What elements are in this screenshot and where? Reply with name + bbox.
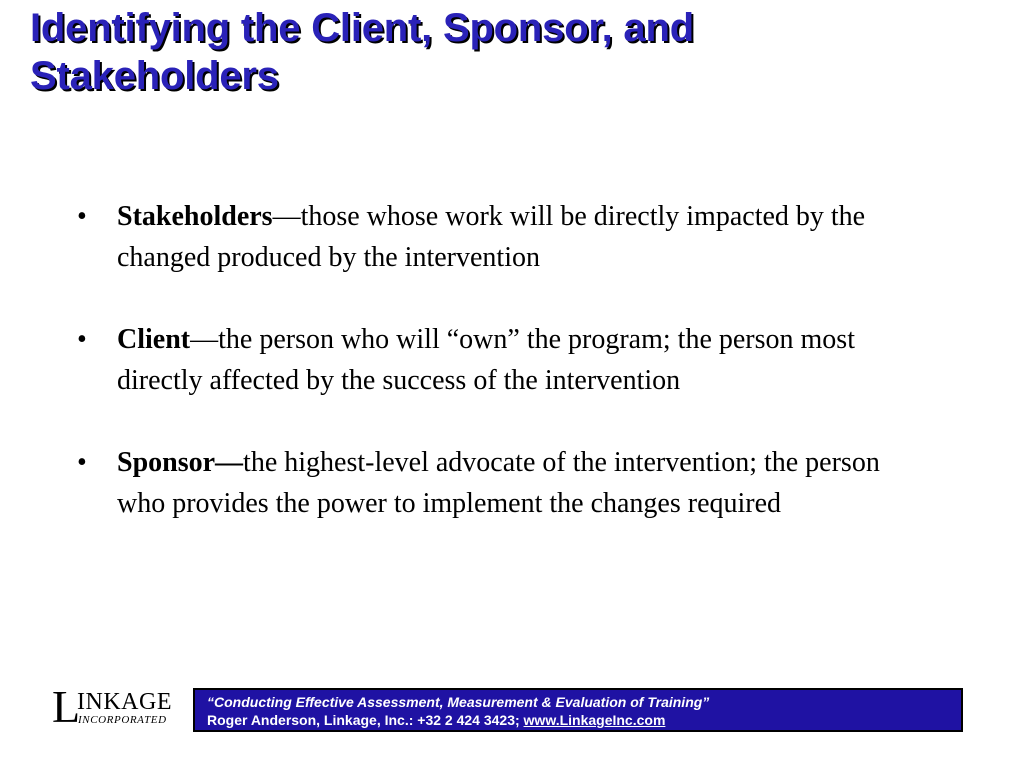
bullet-item-sponsor	[72, 442, 932, 524]
bullet-text: the highest-level advocate of the intervention; the person who provides the power to implement the changes required	[117, 447, 880, 519]
logo-initial: L	[52, 681, 81, 732]
bullet-list	[72, 196, 932, 565]
linkage-logo	[52, 681, 184, 732]
bullet-separator: —	[190, 324, 219, 355]
logo-subtitle: INCORPORATED	[78, 714, 167, 726]
bullet-text: those whose work will be directly impacted by the changed produced by the intervention	[117, 201, 866, 273]
bullet-item-client	[72, 319, 932, 401]
footer-course-title: “Conducting Effective Assessment, Measurement & Evaluation of Training”	[207, 694, 710, 710]
bullet-separator: —	[272, 201, 301, 232]
bullet-icon: •	[77, 447, 87, 478]
bullet-term: Client	[117, 324, 191, 355]
bullet-icon: •	[77, 324, 87, 355]
bullet-icon: •	[77, 201, 87, 232]
logo-word: INKAGE	[77, 689, 172, 715]
bullet-item-stakeholders	[72, 196, 932, 278]
bullet-term: Stakeholders	[117, 201, 273, 232]
footer-banner	[193, 688, 963, 732]
footer-website-link[interactable]: www.LinkageInc.com	[523, 712, 666, 728]
footer-contact-line	[207, 711, 961, 729]
bullet-term: Sponsor—	[117, 447, 244, 478]
slide-title: Identifying the Client, Sponsor, and Stakeholders	[30, 6, 694, 98]
bullet-text: the person who will “own” the program; the person most directly affected by the success of the intervention	[117, 324, 855, 396]
footer-contact-text: Roger Anderson, Linkage, Inc.: +32 2 424 3423;	[207, 712, 524, 728]
